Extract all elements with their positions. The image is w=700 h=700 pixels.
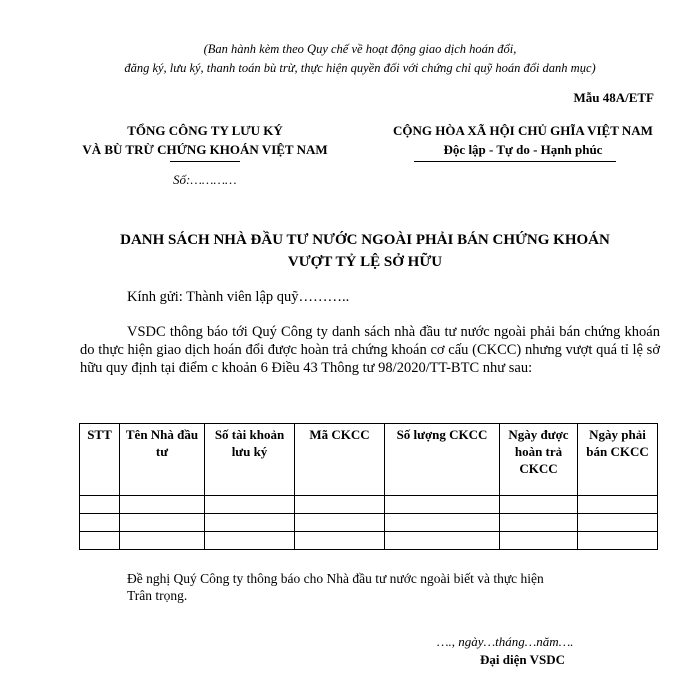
greeting: Kính gửi: Thành viên lập quỹ……….. [127, 289, 350, 305]
document-title [60, 229, 670, 273]
regards-line: Trân trọng. [127, 588, 188, 603]
table-row [80, 532, 658, 550]
table-cell [205, 514, 295, 532]
table-cell [205, 532, 295, 550]
col-header-custody-account: Số tài khoản lưu ký [205, 424, 295, 496]
table-cell [295, 514, 385, 532]
table-cell [500, 514, 578, 532]
national-motto-block [378, 121, 668, 159]
issuer-name-line-2: VÀ BÙ TRỪ CHỨNG KHOÁN VIỆT NAM [82, 142, 328, 157]
table-cell [120, 532, 205, 550]
nation-motto: Độc lập - Tự do - Hạnh phúc [443, 142, 603, 157]
table-cell [80, 514, 120, 532]
table-cell [578, 514, 658, 532]
table-cell [120, 496, 205, 514]
table-cell [578, 496, 658, 514]
col-header-stt: STT [80, 424, 120, 496]
table-header-row [80, 424, 658, 496]
investor-table [79, 423, 658, 550]
table-cell [578, 532, 658, 550]
regulation-preamble [60, 40, 660, 78]
motto-underline [414, 161, 616, 162]
col-header-sell-date: Ngày phải bán CKCC [578, 424, 658, 496]
preamble-line-2: đăng ký, lưu ký, thanh toán bù trừ, thực hiện quyền đối với chứng chỉ quỹ hoán đổi danh mục) [124, 61, 596, 75]
signature-representative: Đại diện VSDC [480, 652, 566, 667]
issuer-block [80, 121, 330, 159]
col-header-ckcc-quantity: Số lượng CKCC [385, 424, 500, 496]
preamble-line-1: (Ban hành kèm theo Quy chế về hoạt động giao dịch hoán đổi, [203, 42, 517, 56]
table-cell [80, 496, 120, 514]
request-line: Đề nghị Quý Công ty thông báo cho Nhà đầu tư nước ngoài biết và thực hiện [127, 571, 544, 586]
table-cell [385, 532, 500, 550]
title-line-2: VƯỢT TỶ LỆ SỞ HỮU [287, 254, 443, 270]
form-code: Mẫu 48A/ETF [573, 90, 654, 105]
col-header-investor-name: Tên Nhà đầu tư [120, 424, 205, 496]
table-cell [500, 532, 578, 550]
body-paragraph: VSDC thông báo tới Quý Công ty danh sách nhà đầu tư nước ngoài phải bán chứng khoán do thực hiện giao dịch hoán đổi được hoàn trả chứng khoán cơ cấu (CKCC) nhưng vượt quá tỉ lệ sở hữu quy định tại điểm c khoản 6 Điều 43 Thông tư 98/2020/TT-BTC như sau: [80, 324, 660, 376]
table-cell [295, 496, 385, 514]
document-number: Số:………… [173, 172, 237, 187]
col-header-ckcc-code: Mã CKCC [295, 424, 385, 496]
table-cell [80, 532, 120, 550]
table-row [80, 496, 658, 514]
table-cell [385, 496, 500, 514]
table-cell [500, 496, 578, 514]
table-row [80, 514, 658, 532]
title-line-1: DANH SÁCH NHÀ ĐẦU TƯ NƯỚC NGOÀI PHẢI BÁN CHỨNG KHOÁN [120, 232, 610, 248]
table-cell [385, 514, 500, 532]
signature-date: …., ngày…tháng…năm…. [437, 634, 574, 649]
table-cell [120, 514, 205, 532]
issuer-name-line-1: TỔNG CÔNG TY LƯU KÝ [127, 123, 283, 138]
table-cell [295, 532, 385, 550]
nation-name: CỘNG HÒA XÃ HỘI CHỦ GHĨA VIỆT NAM [393, 123, 653, 138]
table-cell [205, 496, 295, 514]
col-header-return-date: Ngày được hoàn trả CKCC [500, 424, 578, 496]
issuer-underline [170, 161, 240, 162]
